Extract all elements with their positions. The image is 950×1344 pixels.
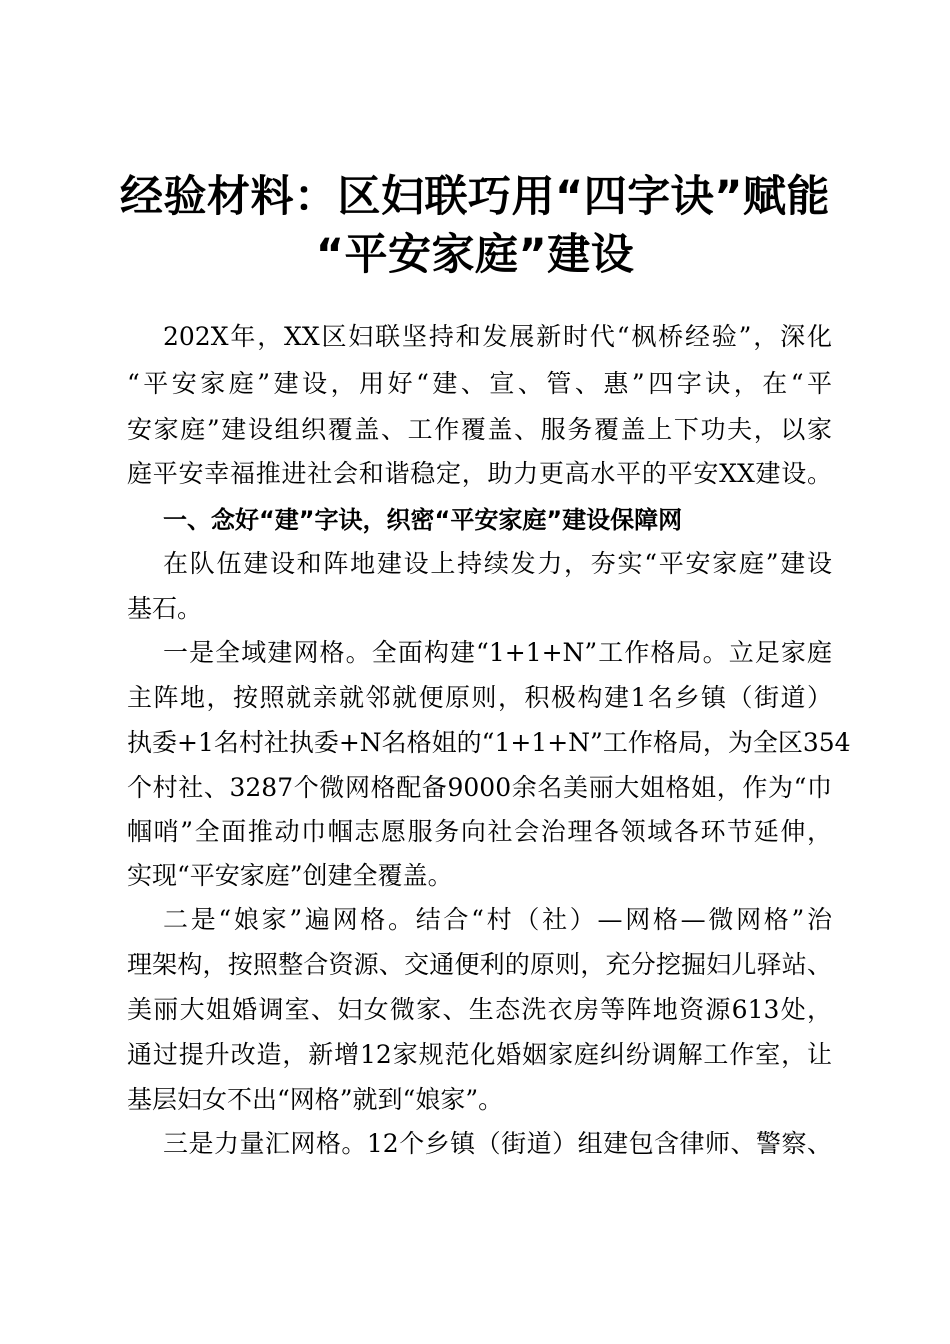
item-1-line-5: 帼哨”全面推动巾帼志愿服务向社会治理各领域各环节延伸，: [127, 817, 832, 846]
title-line-1: 经验材料：区妇联巧用“四字诀”赋能: [119, 172, 831, 222]
intro-line-2: “平安家庭”建设，用好“建、宣、管、惠”四字诀，在“平: [127, 369, 832, 398]
item-2-line-5: 基层妇女不出“网格”就到“娘家”。: [127, 1085, 504, 1114]
section-1-heading: 一、念好“建”字诀，织密“平安家庭”建设保障网: [163, 506, 683, 534]
document-title: [0, 168, 950, 284]
item-2-line-2: 理架构，按照整合资源、交通便利的原则，充分挖掘妇儿驿站、: [127, 950, 832, 979]
item-1-line-4: 个村社、3287个微网格配备9000余名美丽大姐格姐，作为“巾: [127, 773, 832, 802]
intro-line-4: 庭平安幸福推进社会和谐稳定，助力更高水平的平安XX建设。: [127, 459, 832, 488]
section-1-intro-line-2: 基石。: [127, 594, 203, 623]
title-line-2: “平安家庭”建设: [315, 230, 635, 280]
item-2-line-3: 美丽大姐婚调室、妇女微家、生态洗衣房等阵地资源613处，: [127, 995, 832, 1024]
item-2-line-1: 二是“娘家”遍网格。结合“村（社）—网格—微网格”治: [163, 905, 832, 934]
item-1-line-6: 实现“平安家庭”创建全覆盖。: [127, 861, 453, 890]
item-1-line-2: 主阵地，按照就亲就邻就便原则，积极构建1名乡镇（街道）: [127, 683, 832, 712]
item-3-line-1: 三是力量汇网格。12个乡镇（街道）组建包含律师、警察、: [163, 1129, 832, 1158]
item-2-line-4: 通过提升改造，新增12家规范化婚姻家庭纠纷调解工作室，让: [127, 1040, 832, 1069]
intro-line-3: 安家庭”建设组织覆盖、工作覆盖、服务覆盖上下功夫，以家: [127, 415, 832, 444]
item-1-line-1: 一是全域建网格。全面构建“1+1+N”工作格局。立足家庭: [163, 638, 832, 667]
section-1-intro-line-1: 在队伍建设和阵地建设上持续发力，夯实“平安家庭”建设: [163, 549, 832, 578]
item-1-line-3: 执委+1名村社执委+N名格姐的“1+1+N”工作格局，为全区354: [127, 728, 851, 757]
intro-line-1: 202X年，XX区妇联坚持和发展新时代“枫桥经验”，深化: [163, 322, 832, 351]
